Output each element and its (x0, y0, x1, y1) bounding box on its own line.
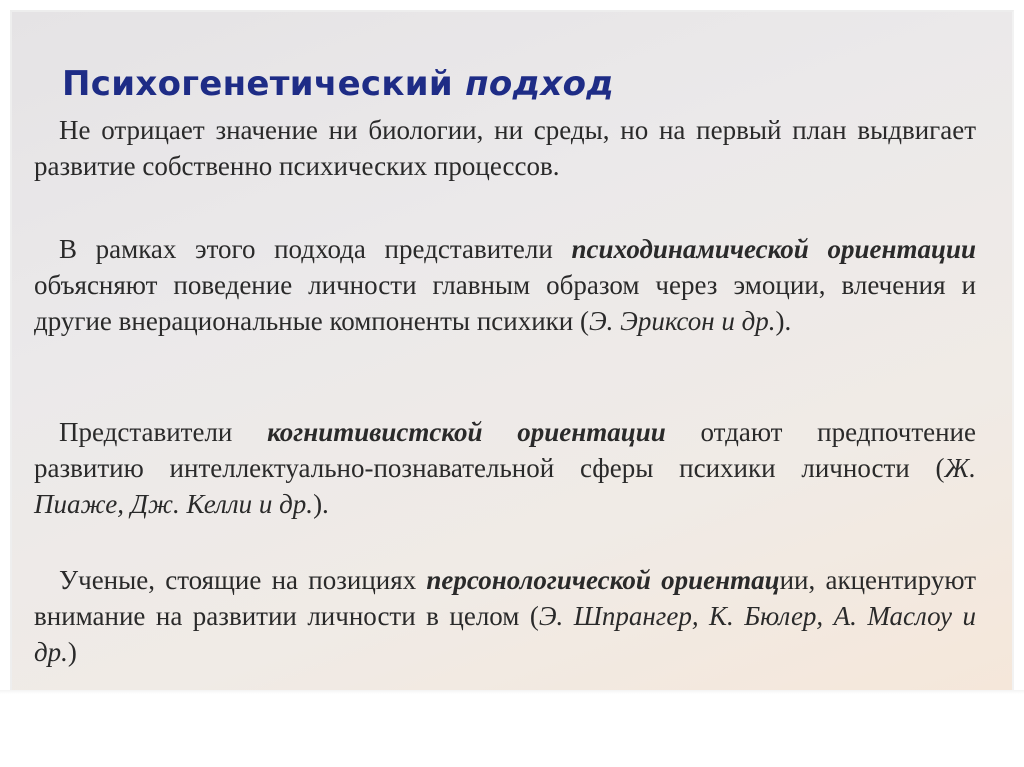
paragraph-4-middle: , акцентируют внимание на развитии личности в целом ( (34, 565, 976, 631)
paragraph-4-lead: Ученые, стоящие на позициях (59, 565, 427, 595)
paragraph-3-tail: ). (313, 489, 329, 519)
paragraph-2 (34, 231, 976, 339)
term-psychodynamic-orientation: психодинамической ориентации (571, 234, 976, 264)
term-personological-orientation-ending: ии (779, 565, 809, 595)
paragraph-4-authors: Э. Шпрангер, К. Бюлер, А. Маслоу и др. (34, 601, 976, 667)
paragraph-4 (34, 562, 976, 670)
paragraph-2-middle: объясняют поведение личности главным образом через эмоции, влечения и другие внерациональные компоненты психики ( (34, 270, 976, 336)
slide-title (62, 64, 614, 104)
term-cognitivist-orientation: когнитивистской ориентации (267, 417, 666, 447)
presentation-slide (10, 10, 1014, 690)
page-bottom-area (0, 694, 1024, 767)
paragraph-1: Не отрицает значение ни биологии, ни среды, но на первый план выдвигает развитие собственно психических процессов. (34, 115, 976, 181)
paragraph-2-lead: В рамках этого подхода представители (59, 234, 572, 264)
paragraph-4-tail: ) (67, 637, 77, 667)
paragraph-3-authors: Ж. Пиаже, Дж. Келли и др. (34, 453, 976, 519)
slide-title-italic: подход (465, 64, 614, 104)
paragraph-2-tail: ). (775, 306, 792, 336)
slide-title-plain: Психогенетический (62, 64, 466, 104)
paragraph-3 (34, 414, 976, 522)
term-personological-orientation: персонологической ориентац (426, 565, 780, 595)
paragraph-3-lead: Представители (59, 417, 268, 447)
paragraph-3-middle: отдают предпочтение развитию интеллектуально-познавательной сферы психики личности ( (34, 417, 976, 483)
paragraph-2-authors: Э. Эриксон и др. (588, 306, 776, 336)
